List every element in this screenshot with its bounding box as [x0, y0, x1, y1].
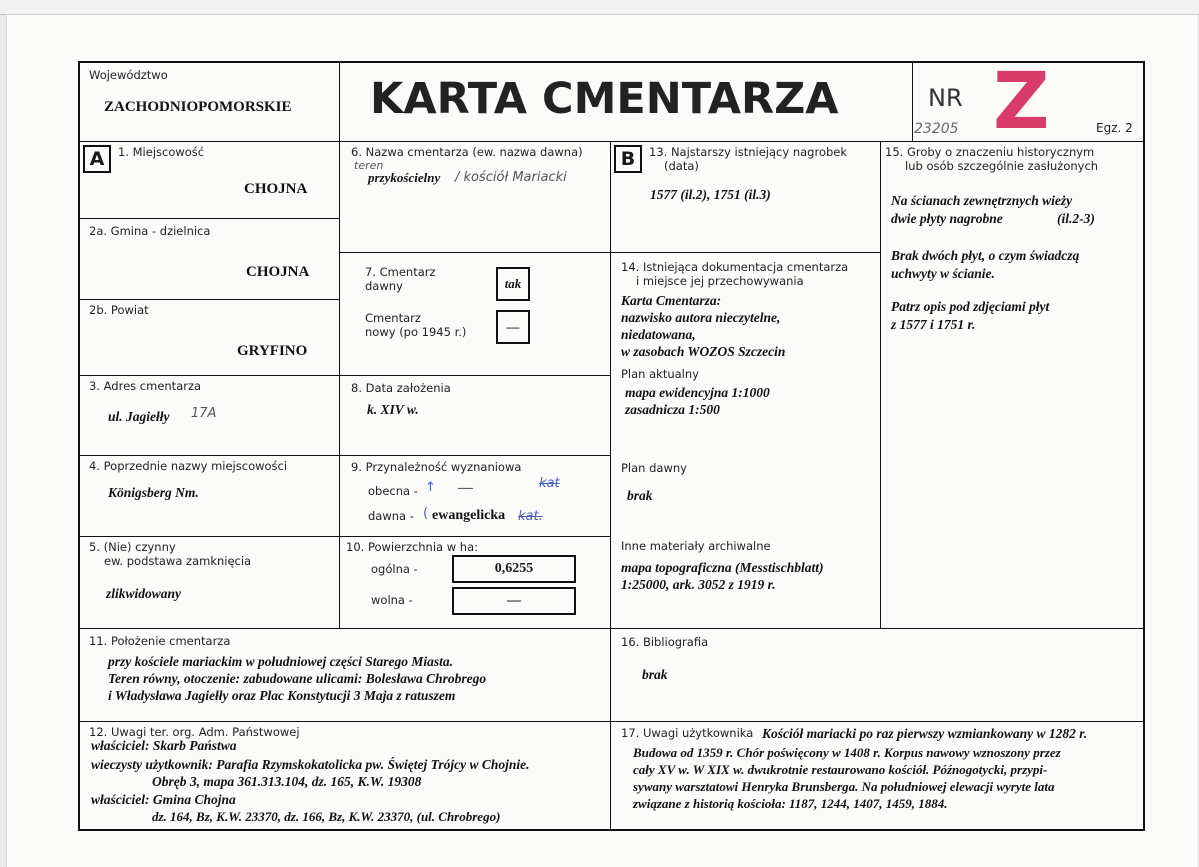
field-11-line: przy kościele mariackim w południowej części Starego Miasta.: [108, 654, 453, 669]
field-7-label-2: dawny: [365, 279, 403, 293]
field-4-label: 4. Poprzednie nazwy miejscowości: [89, 459, 288, 473]
divider: [80, 628, 1145, 629]
field-16-value: brak: [642, 667, 668, 682]
field-10-ogolna-label: ogólna -: [371, 562, 418, 576]
field-6-handwritten: / kościół Mariacki: [455, 170, 567, 185]
field-12-line: wieczysty użytkownik: Parafia Rzymskokatolicka pw. Świętej Trójcy w Chojnie.: [91, 757, 530, 772]
field-15-line: z 1577 i 1751 r.: [891, 317, 976, 332]
field-8-value: k. XIV w.: [367, 402, 419, 417]
card-title: KARTA CMENTARZA: [370, 74, 839, 124]
field-7-label-3: Cmentarz: [365, 311, 421, 325]
field-2b-value: GRYFINO: [237, 343, 308, 359]
field-9-label: 9. Przynależność wyznaniowa: [351, 460, 522, 474]
field-8-label: 8. Data założenia: [351, 381, 451, 395]
field-14-label-1: 14. Istniejąca dokumentacja cmentarza: [621, 260, 849, 274]
field-9-bracket: (: [423, 506, 429, 521]
field-10-label: 10. Powierzchnia w ha:: [346, 540, 479, 554]
inne-materialy-line: mapa topograficzna (Messtischblatt): [621, 560, 824, 575]
field-14-line: niedatowana,: [621, 327, 696, 342]
field-10-wolna-value: —: [507, 593, 521, 608]
divider: [610, 141, 611, 829]
field-12-line: właściciel: Skarb Państwa: [91, 738, 237, 753]
field-2a-value: CHOJNA: [246, 264, 310, 280]
field-9-dawna-label: dawna -: [368, 509, 414, 523]
field-5-label: 5. (Nie) czynny: [89, 540, 176, 554]
field-10-wolna-label: wolna -: [371, 593, 413, 607]
divider: [610, 252, 880, 253]
nr-handwritten: 23205: [914, 121, 959, 137]
field-15-label-2: lub osób szczególnie zasłużonych: [905, 159, 1099, 173]
field-5-value: zlikwidowany: [106, 586, 182, 601]
plan-aktualny-line: mapa ewidencyjna 1:1000: [625, 385, 770, 400]
field-15-ref: (il.2-3): [1057, 211, 1095, 226]
cemetery-card: [78, 57, 1145, 831]
plan-dawny-value: brak: [627, 488, 653, 503]
field-2a-label: 2a. Gmina - dzielnica: [89, 224, 211, 238]
field-14-line: w zasobach WOZOS Szczecin: [621, 344, 786, 359]
field-6-handwritten-top: teren: [354, 159, 384, 172]
field-3-label: 3. Adres cmentarza: [89, 379, 202, 393]
field-3-handwritten: 17A: [191, 406, 217, 421]
nr-label: NR: [928, 84, 963, 112]
field-9-dawna-value: ewangelicka: [432, 508, 506, 523]
wojewodztwo-label: Województwo: [89, 68, 168, 82]
field-11-line: Teren równy, otoczenie: zabudowane ulicami: Bolesława Chrobrego: [108, 671, 487, 686]
field-17-line: Budowa od 1359 r. Chór poświęcony w 1408 r. Korpus nawowy wznoszony przez: [633, 745, 1061, 760]
field-13-value: 1577 (il.2), 1751 (il.3): [650, 187, 771, 202]
field-10-ogolna-box: [452, 555, 576, 583]
field-12-label: 12. Uwagi ter. org. Adm. Państwowej: [89, 725, 300, 739]
field-10-wolna-box: [452, 587, 576, 615]
egz-label: Egz. 2: [1096, 121, 1133, 135]
field-9-handwritten-1: kat: [539, 476, 560, 491]
field-17-line: cały XV w. W XIX w. dwukrotnie restaurowano kościół. Późnogotycki, przypi-: [633, 762, 1048, 777]
section-b-letter: B: [614, 145, 642, 173]
divider: [80, 536, 610, 537]
section-a-letter: A: [83, 145, 111, 173]
field-11-label: 11. Położenie cmentarza: [89, 634, 231, 648]
field-12-line: Obręb 3, mapa 361.313.104, dz. 165, K.W. 19308: [152, 774, 422, 789]
field-13-label-1: 13. Najstarszy istniejący nagrobek: [649, 145, 848, 159]
field-17-first-line: Kościół mariacki po raz pierwszy wzmiankowany w 1282 r.: [762, 726, 1088, 741]
field-6-label: 6. Nazwa cmentarza (ew. nazwa dawna): [351, 145, 583, 159]
divider: [80, 218, 339, 219]
field-6-value: przykościelny: [368, 170, 441, 185]
field-16-label: 16. Bibliografia: [621, 635, 709, 649]
field-7-dawny-value: tak: [504, 276, 522, 291]
field-10-ogolna-value: 0,6255: [494, 561, 534, 576]
field-15-line: Na ścianach zewnętrznych wieży: [891, 193, 1073, 208]
field-13-label-2: (data): [664, 159, 699, 173]
divider: [80, 375, 610, 376]
divider: [80, 141, 1145, 142]
divider: [912, 63, 913, 141]
scan-top-edge: [0, 0, 1199, 15]
field-7-label-1: 7. Cmentarz: [365, 265, 436, 279]
field-14-line: Karta Cmentarza:: [621, 293, 722, 308]
field-15-line: Brak dwóch płyt, o czym świadczą: [891, 248, 1080, 263]
field-14-line: nazwisko autora nieczytelne,: [621, 310, 781, 325]
field-15-line: uchwyty w ścianie.: [891, 266, 995, 281]
field-12-line: dz. 164, Bz, K.W. 23370, dz. 166, Bz, K.W. 23370, (ul. Chrobrego): [152, 809, 501, 824]
divider: [880, 141, 881, 628]
divider: [80, 299, 339, 300]
field-3-value: ul. Jagiełły: [108, 409, 170, 424]
field-17-label: 17. Uwagi użytkownika: [621, 726, 754, 740]
field-15-line: dwie płyty nagrobne: [891, 211, 1003, 226]
divider: [339, 63, 340, 141]
inne-materialy-line: 1:25000, ark. 3052 z 1919 r.: [621, 577, 776, 592]
field-7-dawny-checkbox: [496, 267, 530, 301]
field-1-value: CHOJNA: [244, 181, 308, 197]
field-2b-label: 2b. Powiat: [89, 303, 149, 317]
field-1-label: 1. Miejscowość: [118, 145, 205, 159]
plan-aktualny-label: Plan aktualny: [621, 367, 699, 381]
field-5-sublabel: ew. podstawa zamknięcia: [104, 554, 252, 568]
nr-value: Z: [993, 57, 1050, 147]
divider: [80, 721, 1145, 722]
divider: [339, 252, 610, 253]
field-9-handwritten-2: kat.: [518, 509, 543, 524]
field-12-line: właściciel: Gmina Chojna: [91, 792, 236, 807]
field-14-label-2: i miejsce jej przechowywania: [636, 274, 804, 288]
field-15-label-1: 15. Groby o znaczeniu historycznym: [885, 145, 1095, 159]
inne-materialy-label: Inne materiały archiwalne: [621, 539, 771, 553]
field-7-nowy-checkbox: [496, 310, 530, 344]
plan-dawny-label: Plan dawny: [621, 461, 687, 475]
field-4-value: Königsberg Nm.: [108, 485, 199, 500]
divider: [80, 455, 610, 456]
field-15-line: Patrz opis pod zdjęciami płyt: [891, 299, 1050, 314]
field-7-nowy-value: —: [506, 319, 520, 334]
field-17-line: związane z historią kościoła: 1187, 1244, 1407, 1459, 1884.: [633, 796, 948, 811]
wojewodztwo-value: ZACHODNIOPOMORSKIE: [104, 99, 292, 115]
field-17-line: sywany warsztatowi Henryka Brunsberga. Na południowej elewacji wyryte lata: [633, 779, 1055, 794]
divider: [339, 141, 340, 628]
plan-aktualny-line: zasadnicza 1:500: [625, 402, 720, 417]
field-7-label-4: nowy (po 1945 r.): [365, 325, 467, 339]
field-9-arrow: ↑: [425, 480, 436, 495]
field-9-obecna-label: obecna -: [368, 484, 418, 498]
field-11-line: i Władysława Jagiełły oraz Plac Konstytucji 3 Maja z ratuszem: [108, 688, 456, 703]
field-9-obecna-value: —: [458, 480, 473, 496]
